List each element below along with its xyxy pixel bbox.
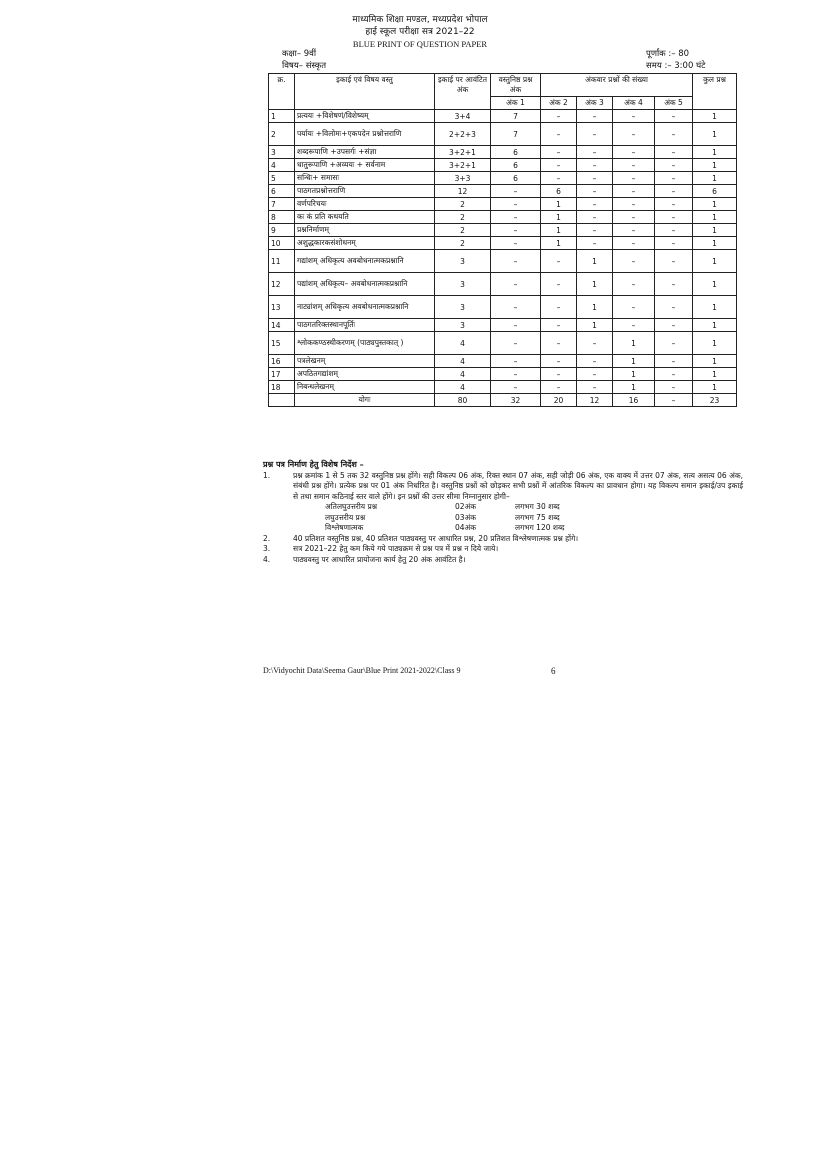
row-marks: 3+2+1: [435, 159, 491, 172]
row-sno: 6: [269, 185, 295, 198]
row-total: 1: [693, 381, 737, 394]
class-label: कक्षा– 9वीं: [282, 49, 317, 59]
row-mark-4: –: [613, 211, 655, 224]
row-mark-2: 6: [541, 185, 577, 198]
table-row: [269, 319, 737, 332]
row-mark-2: –: [541, 123, 577, 146]
document-header: [330, 14, 510, 50]
row-unit: पर्यायः +विलोमः+एकपदेन प्रश्नोत्तराणि: [295, 123, 435, 146]
instructions-heading: प्रश्न पत्र निर्माण हेतु विशेष निर्देश –: [263, 460, 364, 469]
row-sno: 17: [269, 368, 295, 381]
row-mark-5: –: [655, 273, 693, 296]
totals-m2: 20: [541, 394, 577, 407]
row-total: 1: [693, 146, 737, 159]
answer-limits: [325, 502, 743, 534]
row-total: 1: [693, 172, 737, 185]
table-row: [269, 172, 737, 185]
header-total: कुल प्रश्न: [693, 74, 737, 110]
row-mark-2: –: [541, 110, 577, 123]
instruction-text: पाठ्यवस्तु पर आधारित प्रायोजना कार्य हेतु 20 अंक आवंटित है।: [293, 554, 466, 564]
row-total: 1: [693, 237, 737, 250]
instruction-text: 40 प्रतिशत वस्तुनिष्ठ प्रश्न, 40 प्रतिशत पाठ्यवस्तु पर आधारित प्रश्न, 20 प्रतिशत विश्लेषणात्मक प्रश्न होंगे।: [293, 533, 579, 543]
row-mark-2: –: [541, 159, 577, 172]
row-sno: 9: [269, 224, 295, 237]
row-unit: सन्धिः+ समासः: [295, 172, 435, 185]
row-mark-4: 1: [613, 355, 655, 368]
row-unit: पद्यांशम् अधिकृत्य– अवबोधनात्मकप्रश्नानि: [295, 273, 435, 296]
row-marks: 3+4: [435, 110, 491, 123]
row-unit: प्रश्ननिर्माणम्: [295, 224, 435, 237]
row-mark-5: –: [655, 224, 693, 237]
instruction-item: [263, 534, 743, 545]
table-row: [269, 198, 737, 211]
totals-m4: 16: [613, 394, 655, 407]
row-mark-5: –: [655, 237, 693, 250]
row-mark-4: –: [613, 198, 655, 211]
row-mark-1: –: [491, 296, 541, 319]
row-mark-5: –: [655, 368, 693, 381]
row-mark-3: –: [577, 123, 613, 146]
row-mark-4: –: [613, 123, 655, 146]
row-total: 1: [693, 159, 737, 172]
row-unit: वर्णपरिचयः: [295, 198, 435, 211]
totals-m1: 32: [491, 394, 541, 407]
limit-type: लघुउत्तरीय प्रश्न: [325, 512, 366, 522]
row-marks: 2: [435, 211, 491, 224]
table-row: [269, 296, 737, 319]
header-unit: इकाई एवं विषय वस्तु: [295, 74, 435, 110]
row-mark-4: 1: [613, 368, 655, 381]
row-mark-4: –: [613, 172, 655, 185]
row-mark-5: –: [655, 296, 693, 319]
document-title: BLUE PRINT OF QUESTION PAPER: [352, 39, 488, 49]
row-mark-5: –: [655, 172, 693, 185]
row-marks: 2+2+3: [435, 123, 491, 146]
row-mark-1: 6: [491, 159, 541, 172]
totals-total: 23: [693, 394, 737, 407]
row-mark-1: –: [491, 224, 541, 237]
row-sno: 3: [269, 146, 295, 159]
row-sno: 15: [269, 332, 295, 355]
row-unit: नाट्यांशम् अधिकृत्य अवबोधनात्मकप्रश्नानि: [295, 296, 435, 319]
row-marks: 2: [435, 224, 491, 237]
row-total: 1: [693, 368, 737, 381]
row-marks: 4: [435, 381, 491, 394]
max-marks-label: पूर्णांक :– 80: [646, 49, 690, 59]
instruction-item: [263, 471, 743, 503]
row-total: 1: [693, 211, 737, 224]
row-total: 1: [693, 198, 737, 211]
row-mark-5: –: [655, 211, 693, 224]
row-total: 1: [693, 296, 737, 319]
row-total: 1: [693, 355, 737, 368]
table-row: [269, 237, 737, 250]
row-mark-1: 7: [491, 110, 541, 123]
row-mark-3: –: [577, 355, 613, 368]
row-unit: शब्दरूपाणि +उपसर्गः +संज्ञा: [295, 146, 435, 159]
row-marks: 4: [435, 332, 491, 355]
totals-row: [269, 394, 737, 407]
row-mark-5: –: [655, 332, 693, 355]
table-row: [269, 123, 737, 146]
row-mark-1: 7: [491, 123, 541, 146]
row-mark-3: –: [577, 332, 613, 355]
row-mark-3: 1: [577, 273, 613, 296]
row-unit: श्लोककण्ठस्थीकरणम् (पाठ्यपुस्तकात् ): [295, 332, 435, 355]
exam-session: हाई स्कूल परीक्षा सत्र 2021–22: [365, 27, 475, 37]
board-name: माध्यमिक शिक्षा मण्डल, मध्यप्रदेश भोपाल: [352, 15, 488, 25]
row-mark-2: 1: [541, 211, 577, 224]
row-mark-4: 1: [613, 332, 655, 355]
instruction-number: 2.: [263, 533, 271, 543]
row-mark-3: 1: [577, 319, 613, 332]
header-marks: इकाई पर आवंटित अंक: [435, 74, 491, 110]
row-sno: 13: [269, 296, 295, 319]
row-mark-1: –: [491, 368, 541, 381]
row-unit: पाठगतरिक्तस्थानपूर्तिः: [295, 319, 435, 332]
instruction-text: सत्र 2021–22 हेतु कम किये गये पाठ्यक्रम से प्रश्न पत्र में प्रश्न न दिये जाये।: [293, 544, 499, 553]
header-mark-4: अंक 4: [613, 97, 655, 110]
row-mark-5: –: [655, 198, 693, 211]
row-mark-4: –: [613, 185, 655, 198]
row-marks: 2: [435, 198, 491, 211]
row-mark-1: 6: [491, 172, 541, 185]
row-marks: 3+3: [435, 172, 491, 185]
row-mark-2: –: [541, 296, 577, 319]
row-mark-3: –: [577, 110, 613, 123]
row-marks: 3: [435, 319, 491, 332]
row-mark-3: 1: [577, 250, 613, 273]
time-label: समय :– 3:00 घंटे: [646, 61, 706, 71]
row-mark-3: –: [577, 172, 613, 185]
table-row: [269, 146, 737, 159]
row-mark-3: –: [577, 224, 613, 237]
row-unit: पाठगतप्रश्नोत्तराणि: [295, 185, 435, 198]
row-sno: 5: [269, 172, 295, 185]
row-mark-5: –: [655, 110, 693, 123]
row-mark-3: –: [577, 237, 613, 250]
row-mark-2: –: [541, 250, 577, 273]
row-mark-4: –: [613, 224, 655, 237]
row-mark-3: –: [577, 146, 613, 159]
row-unit: गद्यांशम् अधिकृत्य अवबोधनात्मकप्रश्नानि: [295, 250, 435, 273]
row-unit: प्रत्ययः +विशेषणं/विशेष्यम्: [295, 110, 435, 123]
row-mark-4: –: [613, 146, 655, 159]
table-row: [269, 368, 737, 381]
row-mark-2: –: [541, 146, 577, 159]
row-mark-2: –: [541, 332, 577, 355]
row-sno: 12: [269, 273, 295, 296]
row-mark-1: –: [491, 381, 541, 394]
row-mark-1: –: [491, 237, 541, 250]
row-mark-2: 1: [541, 237, 577, 250]
row-marks: 3+2+1: [435, 146, 491, 159]
table-row: [269, 159, 737, 172]
header-mark-2: अंक 2: [541, 97, 577, 110]
instruction-number: 3.: [263, 544, 271, 553]
row-unit: निबन्धलेखनम्: [295, 381, 435, 394]
instruction-item: [263, 544, 743, 555]
row-sno: 11: [269, 250, 295, 273]
subject-label: विषय– संस्कृत: [282, 61, 327, 71]
table-row: [269, 250, 737, 273]
row-sno: 4: [269, 159, 295, 172]
row-mark-4: –: [613, 159, 655, 172]
blueprint-table: [268, 73, 737, 407]
table-row: [269, 332, 737, 355]
row-marks: 3: [435, 296, 491, 319]
row-unit: अपठितगद्यांशम्: [295, 368, 435, 381]
table-row: [269, 381, 737, 394]
row-mark-1: –: [491, 185, 541, 198]
row-mark-2: 1: [541, 198, 577, 211]
header-sno: क्र.: [269, 74, 295, 110]
instruction-item: [263, 555, 743, 566]
row-mark-1: –: [491, 355, 541, 368]
row-mark-4: –: [613, 319, 655, 332]
row-marks: 2: [435, 237, 491, 250]
row-unit: अशुद्धकारकसंशोधनम्: [295, 237, 435, 250]
row-sno: 7: [269, 198, 295, 211]
limit-words: लगभग 120 शब्द: [515, 523, 565, 532]
row-marks: 3: [435, 273, 491, 296]
row-unit: धातुरूपाणि +अव्ययः + सर्वनाम: [295, 159, 435, 172]
header-mark-3: अंक 3: [577, 97, 613, 110]
limit-words: लगभग 30 शब्द: [515, 502, 560, 511]
file-path-footer: D:\Vidyochit Data\Seema Gaur\Blue Print 2021-2022\Class 9: [263, 666, 461, 675]
header-objective: वस्तुनिष्ठ प्रश्न अंक: [491, 74, 541, 97]
row-unit: कः कं प्रति कथयति: [295, 211, 435, 224]
row-mark-1: –: [491, 198, 541, 211]
row-total: 1: [693, 224, 737, 237]
totals-empty: [269, 394, 295, 407]
row-mark-1: –: [491, 250, 541, 273]
limit-type: विश्लेषणात्मक: [325, 523, 364, 532]
row-sno: 14: [269, 319, 295, 332]
row-total: 1: [693, 319, 737, 332]
row-mark-2: 1: [541, 224, 577, 237]
totals-m3: 12: [577, 394, 613, 407]
row-mark-1: 6: [491, 146, 541, 159]
row-marks: 3: [435, 250, 491, 273]
limit-marks: 04अंक: [455, 523, 477, 532]
row-total: 1: [693, 332, 737, 355]
row-sno: 1: [269, 110, 295, 123]
row-mark-2: –: [541, 381, 577, 394]
row-mark-3: –: [577, 159, 613, 172]
table-row: [269, 211, 737, 224]
header-markwise: अंकवार प्रश्नों की संख्या: [541, 74, 693, 97]
table-row: [269, 185, 737, 198]
row-mark-2: –: [541, 355, 577, 368]
row-mark-3: –: [577, 185, 613, 198]
row-mark-5: –: [655, 381, 693, 394]
row-mark-4: –: [613, 250, 655, 273]
row-total: 1: [693, 250, 737, 273]
row-sno: 8: [269, 211, 295, 224]
table-row: [269, 273, 737, 296]
row-mark-4: –: [613, 110, 655, 123]
row-marks: 4: [435, 368, 491, 381]
row-sno: 10: [269, 237, 295, 250]
limit-row: [325, 502, 743, 513]
row-total: 1: [693, 123, 737, 146]
table-row: [269, 110, 737, 123]
row-mark-5: –: [655, 146, 693, 159]
row-unit: पत्रलेखनम्: [295, 355, 435, 368]
limit-words: लगभग 75 शब्द: [515, 512, 560, 522]
row-total: 1: [693, 110, 737, 123]
row-mark-2: –: [541, 273, 577, 296]
row-mark-3: –: [577, 368, 613, 381]
row-mark-1: –: [491, 211, 541, 224]
row-mark-5: –: [655, 159, 693, 172]
header-mark-5: अंक 5: [655, 97, 693, 110]
row-mark-3: 1: [577, 296, 613, 319]
row-mark-5: –: [655, 355, 693, 368]
row-total: 6: [693, 185, 737, 198]
row-mark-4: –: [613, 237, 655, 250]
row-sno: 18: [269, 381, 295, 394]
row-total: 1: [693, 273, 737, 296]
row-mark-4: –: [613, 296, 655, 319]
row-mark-5: –: [655, 185, 693, 198]
limit-row: [325, 523, 743, 534]
limit-marks: 02अंक: [455, 502, 477, 511]
row-mark-5: –: [655, 319, 693, 332]
row-mark-1: –: [491, 319, 541, 332]
header-mark-1: अंक 1: [491, 97, 541, 110]
row-mark-2: –: [541, 319, 577, 332]
row-marks: 4: [435, 355, 491, 368]
row-mark-1: –: [491, 273, 541, 296]
limit-row: [325, 513, 743, 524]
instruction-number: 4.: [263, 554, 271, 564]
row-mark-5: –: [655, 123, 693, 146]
row-mark-5: –: [655, 250, 693, 273]
limit-type: अतिलघुउत्तरीय प्रश्न: [325, 502, 378, 511]
totals-marks: 80: [435, 394, 491, 407]
totals-m5: –: [655, 394, 693, 407]
instruction-text: प्रश्न क्रमांक 1 से 5 तक 32 वस्तुनिष्ठ प्रश्न होंगे। सही विकल्प 06 अंक, रिक्त स्थान 07 अंक, सही जोड़ी 06 अंक, एक वाक्य में उत्तर 07 अंक, सत्य असत्य 06 अंक, संबंधी प्रश्न होंगे। प्रत्येक प्रश्न पर 01 अंक निर्धारित है। वस्तुनिष्ठ प्रश्नों को छोड़कर सभी प्रश्नों में आंतरिक विकल्प का प्रावधान होगा। यह विकल्प समान इकाई/उप इकाई से तथा समान कठिनाई स्तर वाले होंगे। इन प्रश्नों की उत्तर सीमा निम्नानुसार होगी–: [293, 470, 743, 501]
row-mark-1: –: [491, 332, 541, 355]
row-sno: 2: [269, 123, 295, 146]
table-row: [269, 355, 737, 368]
page-number: 6: [551, 666, 556, 676]
limit-marks: 03अंक: [455, 512, 477, 522]
table-row: [269, 224, 737, 237]
instructions: [263, 460, 743, 565]
row-mark-3: –: [577, 211, 613, 224]
instruction-number: 1.: [263, 470, 271, 480]
row-mark-4: –: [613, 273, 655, 296]
totals-label: योगः: [295, 394, 435, 407]
row-mark-3: –: [577, 198, 613, 211]
row-sno: 16: [269, 355, 295, 368]
row-mark-3: –: [577, 381, 613, 394]
row-mark-4: 1: [613, 381, 655, 394]
row-mark-2: –: [541, 172, 577, 185]
row-mark-2: –: [541, 368, 577, 381]
row-marks: 12: [435, 185, 491, 198]
